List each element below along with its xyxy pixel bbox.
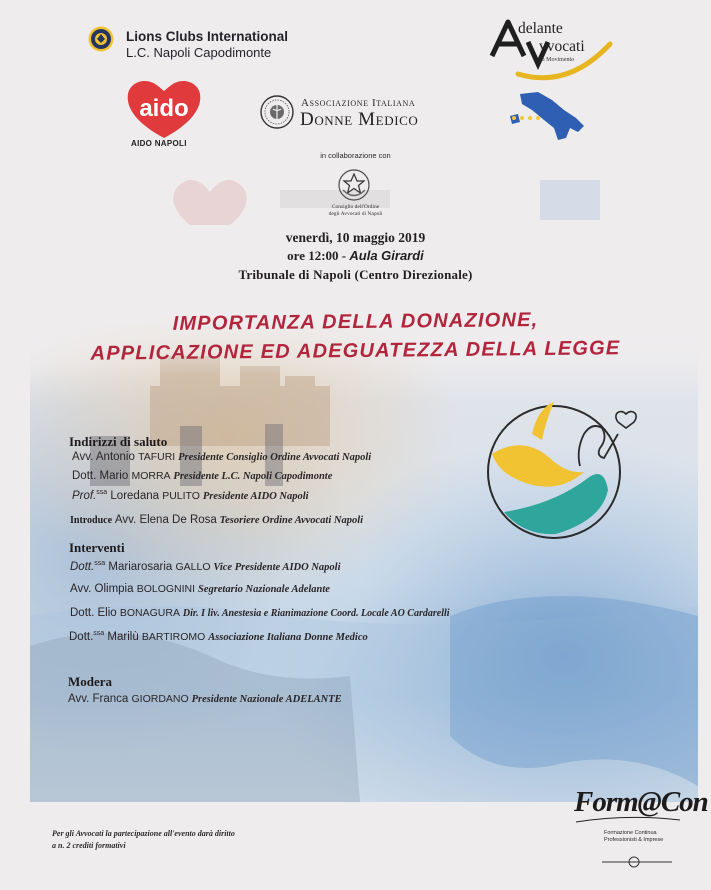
speaker-first-name: Mariarosaria [108, 560, 176, 573]
council-line1: Consiglio dell'Ordine [331, 204, 380, 210]
speakers-heading: Interventi [69, 540, 125, 555]
moderator-role: Presidente Nazionale ADELANTE [191, 694, 342, 705]
council-line2: degli Avvocati di Napoli [328, 211, 383, 217]
donne-medico-emblem-icon [260, 95, 294, 129]
greeting-title-sup: ssa [96, 489, 108, 496]
speaker-title: Avv. [70, 583, 92, 595]
speaker-row [70, 560, 340, 573]
greeting-role: Presidente L.C. Napoli Capodimonte [173, 471, 333, 482]
lions-club-name [126, 29, 288, 61]
speaker-role: Associazione Italiana Donne Medico [208, 631, 368, 643]
credits-note-line1: Per gli Avvocati la partecipazione all'evento darà diritto [52, 829, 235, 838]
adelante-word1: delante [518, 20, 563, 37]
event-time-value: ore 12:00 - [287, 248, 350, 263]
adelante-tagline: in Movimento [540, 57, 575, 63]
event-time [0, 248, 711, 264]
speaker-role: Segretario Nazionale Adelante [197, 584, 330, 595]
greeting-first-name: Mario [99, 470, 132, 482]
speaker-last-name: GALLO [175, 560, 211, 573]
speaker-title-sup: ssa [94, 560, 106, 567]
formcon-sub1: Formazione Continua [604, 830, 657, 836]
credits-note [52, 828, 235, 852]
speaker-row [70, 607, 450, 619]
speaker-role: Vice Presidente AIDO Napoli [213, 561, 341, 573]
greeting-row [72, 451, 371, 463]
formcon-sub2: Professionisti & Imprese [604, 837, 664, 843]
formcon-logo-title: Form@Con [574, 786, 708, 818]
donne-medico-line2: Donne Medico [300, 109, 419, 130]
speaker-last-name: BONAGURA [119, 607, 180, 619]
speaker-role: Dir. I liv. Anestesia e Rianimazione Coord. Locale AO Cardarelli [182, 608, 450, 619]
greeting-role: Presidente Consiglio Ordine Avvocati Napoli [178, 452, 372, 463]
title-line1: IMPORTANZA DELLA DONAZIONE, [172, 309, 539, 335]
lions-line2: L.C. Napoli Capodimonte [126, 45, 272, 60]
republic-emblem-icon [337, 168, 371, 202]
lions-line1: Lions Clubs International [126, 29, 289, 44]
greeting-role: Presidente AIDO Napoli [202, 490, 309, 502]
event-place: Tribunale di Napoli (Centro Direzionale) [238, 267, 473, 282]
aido-logo-text: aido [139, 95, 189, 122]
greetings-heading: Indirizzi di saluto [69, 434, 168, 449]
mermaid-heart-icon [484, 394, 648, 542]
greeting-title: Dott. [72, 470, 97, 482]
council-name [0, 204, 711, 218]
faded-logos-watermark [170, 170, 630, 230]
lions-emblem-icon [88, 26, 114, 52]
formcon-underline-icon [572, 812, 684, 874]
credits-note-line2: a n. 2 crediti formativi [52, 841, 126, 850]
moderator-title: Avv. [68, 693, 90, 705]
aido-subtitle: AIDO NAPOLI [131, 139, 187, 148]
donne-medico-line1: Associazione Italiana [301, 97, 416, 109]
speaker-title-sup: ssa [93, 630, 105, 637]
speaker-last-name: BOLOGNINI [136, 583, 196, 595]
greeting-row [72, 489, 309, 502]
greeting-first-name: Antonio [95, 451, 139, 463]
collaboration-label: in collaborazione con [320, 151, 391, 160]
speaker-title: Dott. [70, 560, 95, 573]
speaker-title: Dott. [69, 630, 94, 643]
intro-row [70, 514, 363, 526]
speaker-first-name: Olimpia [94, 583, 137, 595]
intro-title: Avv. [114, 514, 137, 526]
moderator-last-name: GIORDANO [131, 693, 189, 705]
speaker-row [70, 583, 330, 595]
speaker-last-name: BARTIROMO [141, 630, 206, 643]
moderator-row [68, 693, 342, 705]
speaker-first-name: Marilù [107, 630, 142, 643]
speaker-first-name: Elio [97, 607, 120, 619]
speaker-row [69, 630, 368, 643]
greeting-last-name: PULITO [162, 489, 200, 502]
greeting-title: Prof. [72, 489, 97, 502]
greeting-last-name: MORRA [131, 470, 171, 482]
speaker-title: Dott. [70, 607, 95, 619]
greeting-title: Avv. [72, 451, 94, 463]
greeting-first-name: Loredana [110, 489, 163, 502]
moderator-heading: Modera [68, 674, 113, 689]
italy-map-icon [508, 88, 594, 146]
greeting-last-name: TAFURI [138, 451, 176, 463]
intro-name: Elena De Rosa [139, 514, 217, 526]
adelante-word2: vvocati [539, 38, 585, 55]
background-painting [30, 316, 698, 802]
event-date: venerdì, 10 maggio 2019 [285, 230, 426, 245]
intro-label: Introduce [70, 515, 113, 526]
intro-role: Tesoriere Ordine Avvocati Napoli [219, 515, 364, 526]
title-line2: APPLICAZIONE ED ADEGUATEZZA DELLA LEGGE [90, 337, 621, 365]
event-room: Aula Girardi [349, 248, 424, 263]
aido-heart-icon [124, 78, 204, 140]
moderator-first-name: Franca [92, 693, 132, 705]
greeting-row [72, 470, 332, 482]
